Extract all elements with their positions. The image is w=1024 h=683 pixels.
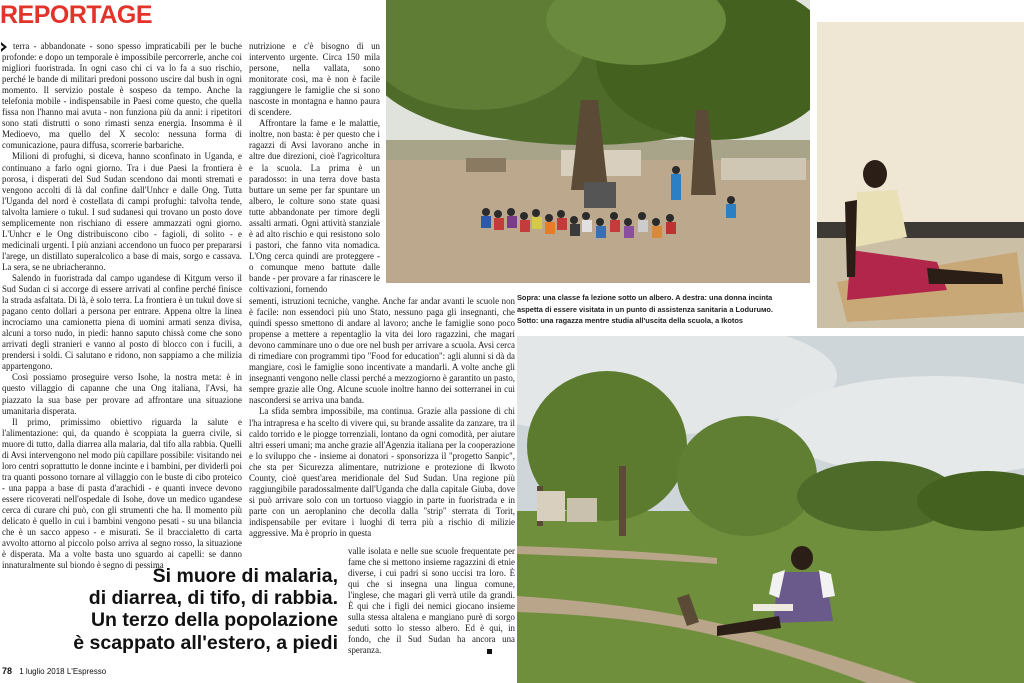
article-column-4 bbox=[348, 546, 515, 658]
pull-quote-line: è scappato all'estero, a piedi bbox=[73, 631, 338, 654]
article-column-2 bbox=[249, 41, 380, 296]
page-footer bbox=[2, 666, 106, 676]
pull-quote-line: di diarrea, di tifo, di rabbia. bbox=[88, 587, 338, 610]
pull-quote-line: Un terzo della popolazione bbox=[90, 609, 338, 632]
issue-date: 1 luglio 2018 bbox=[19, 667, 65, 676]
paragraph: Così possiamo proseguire verso Isohe, la nostra meta: è in questo villaggio di capanne che una Ong italiana, l'Avsi, ha piazzato la sua base per provare ad affrontare una situazione umanitaria disperata. bbox=[2, 372, 242, 416]
paragraph: Il primo, primissimo obiettivo riguarda la salute e l'alimentazione: qui, da quando è scoppiata la guerra civile, si muore di tutto, dalla diarrea alla malaria, dal tifo alla rabbia. Quelli di Avsi intervengono nel modo più capillare possibile: visitando nei loro centri soprattutto le donne incinte e i bambini, per dividerli poi tra quanti possono tornare al villaggio con le buste di cibo proteico - una pappa a base di pasta d'arachidi - e quanti invece devono essere ricoverati nell'ospedale di Isohe, dove un medico ugandese cerca di curare chi può, con gli strumenti che ha. Il momento più delicato è quello in cui i bambini vengono pesati - su una bilancia che è un sacco appeso - e misurati. Se il braccialetto di carta avvolto attorno al piccolo polso arriva al segno rosso, la situazione è disperata. Ma a volte basta uno sguardo ai capelli: se danno innaturalmente sul biondo è segno di pessima bbox=[2, 416, 242, 571]
magazine-name: L'Espresso bbox=[66, 667, 107, 676]
photo-caption bbox=[517, 292, 817, 327]
pull-quote-line: Si muore di malaria, bbox=[152, 565, 338, 587]
paragraph: La sfida sembra impossibile, ma continua. Grazie alla passione di chi l'ha intrapresa e ha scelto di vivere qui, su brande assalite da zanzare, tra il caldo torrido e le piogge torrenziali, lontano da ogni comodità, per aiutare altri esseri umani; ma anche grazie all'Agenzia italiana per la cooperazione e lo sviluppo che - insieme ai donatori - sponsorizza il "progetto Sanpic", che sta per Sicurezza alimentare, nutrizione e protezione di Ikwoto County, cioè quest'area meridionale del Sud Sudan. Una regione più raggiungibile paradossalmente dall'Uganda che dalla capitale Giuba, dove si può arrivare solo con un tortuoso viaggio in parte in fuoristrada e in parte con un aeroplanino che decolla dalla "strip" sterrata di Torit, indispensabile per evitare i luoghi di terra più a rischio di milizie aggressive. Ma è proprio in questa bbox=[249, 406, 515, 538]
photo-class-under-tree bbox=[386, 0, 810, 283]
end-mark bbox=[487, 649, 492, 654]
paragraph: Salendo in fuoristrada dal campo ugandese di Kitgum verso il Sud Sudan ci si accorge di essere arrivati al confine perché finisce la strada asfaltata. Di là, è solo terra. La frontiera è un tukul dove si pagano cento dollari a persona per entrare. Appena oltre la linea incrociamo una camionetta piena di uomini armati senza divisa, alcuni a torso nudo, in piedi: hanno saputo chissà come che sono arrivati degli stranieri e vanno al posto di blocco con i fucili, a prendersi i soldi. Ci salutano e ridono, non sappiamo a che milizia appartengono. bbox=[2, 272, 242, 372]
section-header: REPORTAGE bbox=[0, 1, 152, 29]
caption-line: aspetta di essere visitata in un punto di assistenza sanitaria a Loduruмо. bbox=[517, 304, 773, 314]
photo-girl-studying bbox=[517, 336, 1024, 683]
page-number: 78 bbox=[2, 666, 13, 676]
paragraph: nutrizione e c'è bisogno di un intervento urgente. Circa 150 mila persone, nella vallata, sono monitorate così, ma è non è facile raggiungere le famiglie che si sono nascoste in montagna e hanno paura di scendere. bbox=[249, 41, 380, 118]
pull-quote bbox=[4, 565, 338, 654]
caption-line: Sopra: una classe fa lezione sotto un albero. A destra: una donna incinta bbox=[517, 293, 773, 302]
paragraph: Milioni di profughi, si diceva, hanno sconfinato in Uganda, e continuano a farlo ogni giorno. Tra i due Paesi la frontiera è porosa, i disperati del Sud Sudan scendono dai monti stremati e vengono accolti di là dal confine dall'Unhcr e dalle Ong. Tutta l'Uganda del nord è costellata di campi profughi: talvolta tende, talvolta lamiere o tukul. I sud sudanesi qui trovano un posto dove semplicemente non rischiano di essere ammazzati ogni giorno. L'Unhcr e le Ong distribuiscono cibo - fagioli, di solito - e medicinali urgenti. I più anziani accendono un fuoco per prepararsi l'arege, un distillato superalcolico a base di mais, sorgo e cassava. La sera, se ne ubriacheranno. bbox=[2, 151, 242, 272]
caption-line: Sotto: una ragazza mentre studia all'uscita della scuola, a Ikotos bbox=[517, 316, 743, 325]
photo-pregnant-woman bbox=[817, 22, 1024, 328]
article-column-3 bbox=[249, 296, 515, 546]
paragraph: Affrontare la fame e le malattie, inoltre, non basta: è per questo che i ragazzi di Avsi lavorano anche in altre due direzioni, cioè l'agricoltura e la scuola. La prima è un paradosso: in una terra dove basta buttare un seme per far spuntare un albero, le colture sono state quasi tutte abbandonate per timore degli assalti armati. Ogni attività stanziale è ad alto rischio e qui resistono solo i pastori, che fanno vita nomadica. L'Ong cerca quindi are proteggere - o comunque meno battute dalle bande - per provare a far rinascere le coltivazioni, fornendo bbox=[249, 118, 380, 295]
article-column-1 bbox=[2, 41, 242, 589]
paragraph: terra - abbandonate - sono spesso impraticabili per le buche profonde: e dopo un temporale è impossibile percorrerle, anche coi migliori fuoristrada. In ogni caso chi ci va lo fa a suo rischio, perché le bande di militari predoni possono uscire dal bush in ogni momento. Il servizio postale è sospeso da tempo. Anche la telefonia mobile - indispensabile in Paesi come questo, che quella fissa non l'hanno mai avuta - non funziona più da anni: i ripetitori sono stati distrutti o sono rimasti senza energia. Insomma è il Medioevo, ma quello del X secolo: nessuna forma di comunicazione, paura diffusa, scorrerie barbariche. bbox=[2, 41, 242, 151]
paragraph: sementi, istruzioni tecniche, vanghe. Anche far andar avanti le scuole non è facile: non essendoci più uno Stato, nessuno paga gli insegnanti, che quindi spesso smettono di andare al lavoro; anche le famiglie sono poco propense a mettere a repentaglio la vita dei loro ragazzini, che magari devono camminare uno o due ore nel bush per arrivare a scuola. Avsi cerca di rimediare con programmi tipo "Food for education": agli alunni si dà da mangiare, così le famiglie sono incentivate a mandarli. A volte anche gli insegnanti vengono nelle classi perché a mezzogiorno è garantito un pasto, sempre grazie alle Ong. Alcune scuole inoltre hanno dei sotterranei in cui nascondersi se arriva una banda. bbox=[249, 296, 515, 406]
paragraph: valle isolata e nelle sue scuole frequentate per fame che si mettono insieme ragazzini di etnie diverse, i cui padri si sono uccisi tra loro. È qui che si insegna una lingua comune, l'inglese, che magari gli verrà utile da grandi. È qui che i figli dei nemici giocano insieme sulla stessa altalena e mangiano purè di sorgo seduti sotto lo stesso albero. Ed è qui, in fondo, che il Sud Sudan ha ancora una speranza. bbox=[348, 546, 515, 656]
